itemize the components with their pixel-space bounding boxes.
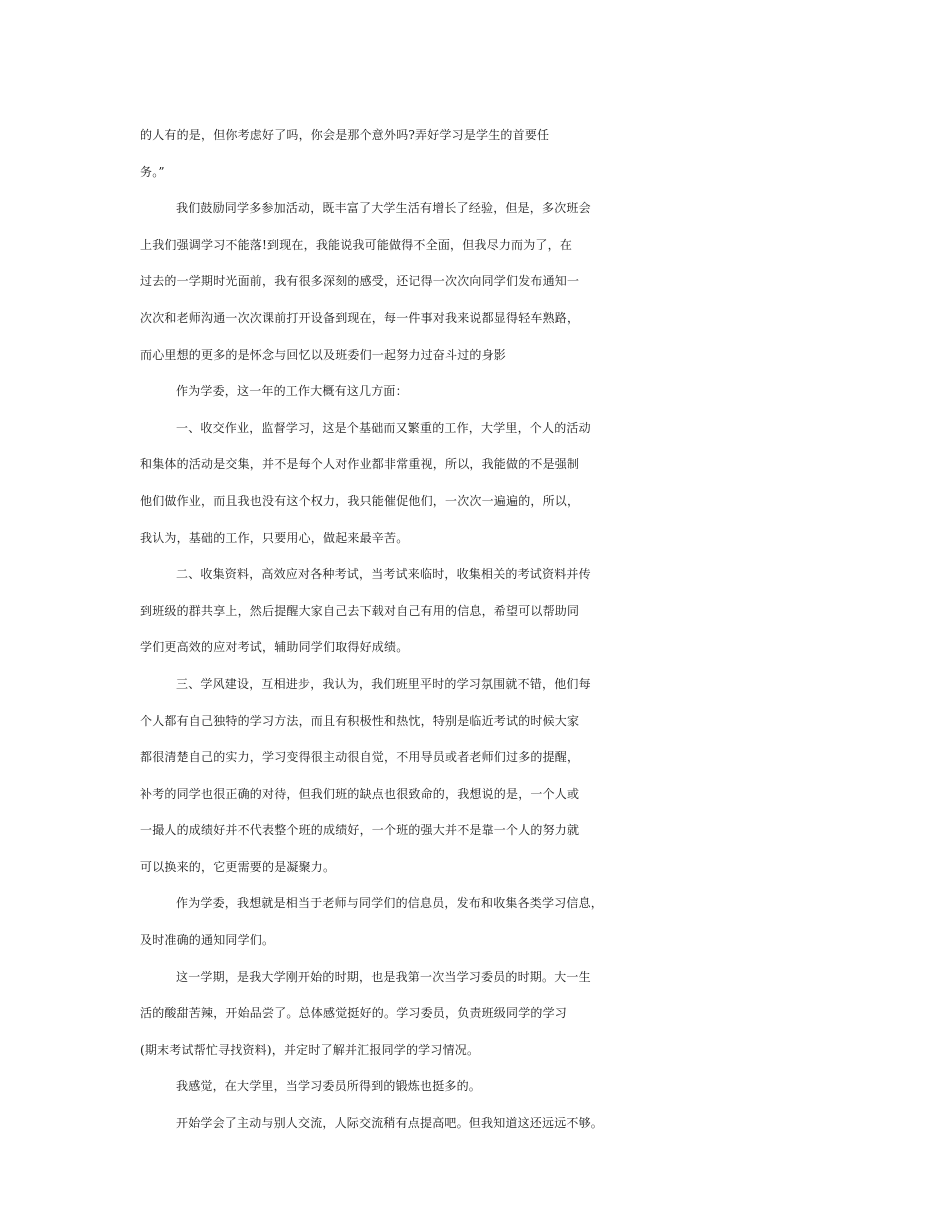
- text-line: 及时准确的通知同学们。: [140, 933, 275, 948]
- text-line: 补考的同学也很正确的对待，但我们班的缺点也很致命的，我想说的是，一个人或: [140, 786, 580, 801]
- text-line: 我们鼓励同学多参加活动，既丰富了大学生活有增长了经验，但是，多次班会: [176, 201, 591, 216]
- text-line: 务。”: [140, 164, 165, 179]
- text-line: 到班级的群共享上，然后提醒大家自己去下载对自己有用的信息，希望可以帮助同: [140, 603, 580, 618]
- text-line: 我认为，基础的工作，只要用心，做起来最辛苦。: [140, 530, 409, 545]
- text-line: 的人有的是，但你考虑好了吗，你会是那个意外吗?弄好学习是学生的首要任: [140, 128, 550, 142]
- text-line: 上我们强调学习不能落!到现在，我能说我可能做得不全面，但我尽力而为了，在: [140, 237, 573, 252]
- text-line: 活的酸甜苦辣，开始品尝了。总体感觉挺好的。学习委员，负责班级同学的学习: [140, 1006, 568, 1021]
- text-line: 二、收集资料，高效应对各种考试，当考试来临时，收集相关的考试资料并传: [176, 567, 591, 582]
- text-line: 都很清楚自己的实力，学习变得很主动很自觉，不用导员或者老师们过多的提醒，: [140, 750, 580, 765]
- text-line: 这一学期，是我大学刚开始的时期，也是我第一次当学习委员的时期。大一生: [176, 969, 591, 984]
- text-line: 个人都有自己独特的学习方法，而且有积极性和热忱，特别是临近考试的时候大家: [140, 713, 580, 728]
- text-line: 我感觉，在大学里，当学习委员所得到的锻炼也挺多的。: [176, 1079, 482, 1094]
- text-line: 一、收交作业，监督学习，这是个基础而又繁重的工作，大学里，个人的活动: [176, 420, 591, 435]
- text-line: 一撮人的成绩好并不代表整个班的成绩好，一个班的强大并不是靠一个人的努力就: [140, 823, 580, 838]
- text-line: 作为学委，这一年的工作大概有这几方面：: [176, 384, 408, 399]
- text-line: (期末考试帮忙寻找资料)，并定时了解并汇报同学的学习情况。: [140, 1042, 480, 1057]
- text-line: 三、学风建设，互相进步，我认为，我们班里平时的学习氛围就不错，他们每: [176, 676, 591, 691]
- text-line: 可以换来的，它更需要的是凝聚力。: [140, 859, 336, 874]
- text-line: 和集体的活动是交集，并不是每个人对作业都非常重视，所以，我能做的不是强制: [140, 457, 580, 472]
- text-line: 作为学委，我想就是相当于老师与同学们的信息员，发布和收集各类学习信息，: [176, 896, 604, 911]
- text-line: 次次和老师沟通一次次课前打开设备到现在，每一件事对我来说都显得轻车熟路，: [140, 310, 580, 325]
- text-line: 而心里想的更多的是怀念与回忆以及班委们一起努力过奋斗过的身影: [140, 347, 507, 362]
- text-line: 他们做作业，而且我也没有这个权力，我只能催促他们，一次次一遍遍的，所以，: [140, 493, 580, 508]
- text-line: 学们更高效的应对考试，辅助同学们取得好成绩。: [140, 640, 409, 655]
- text-line: 开始学会了主动与别人交流，人际交流稍有点提高吧。但我知道这还远远不够。: [176, 1116, 604, 1131]
- document-body: [140, 117, 830, 1142]
- text-line: 过去的一学期时光面前，我有很多深刻的感受，还记得一次次向同学们发布通知一: [140, 274, 580, 289]
